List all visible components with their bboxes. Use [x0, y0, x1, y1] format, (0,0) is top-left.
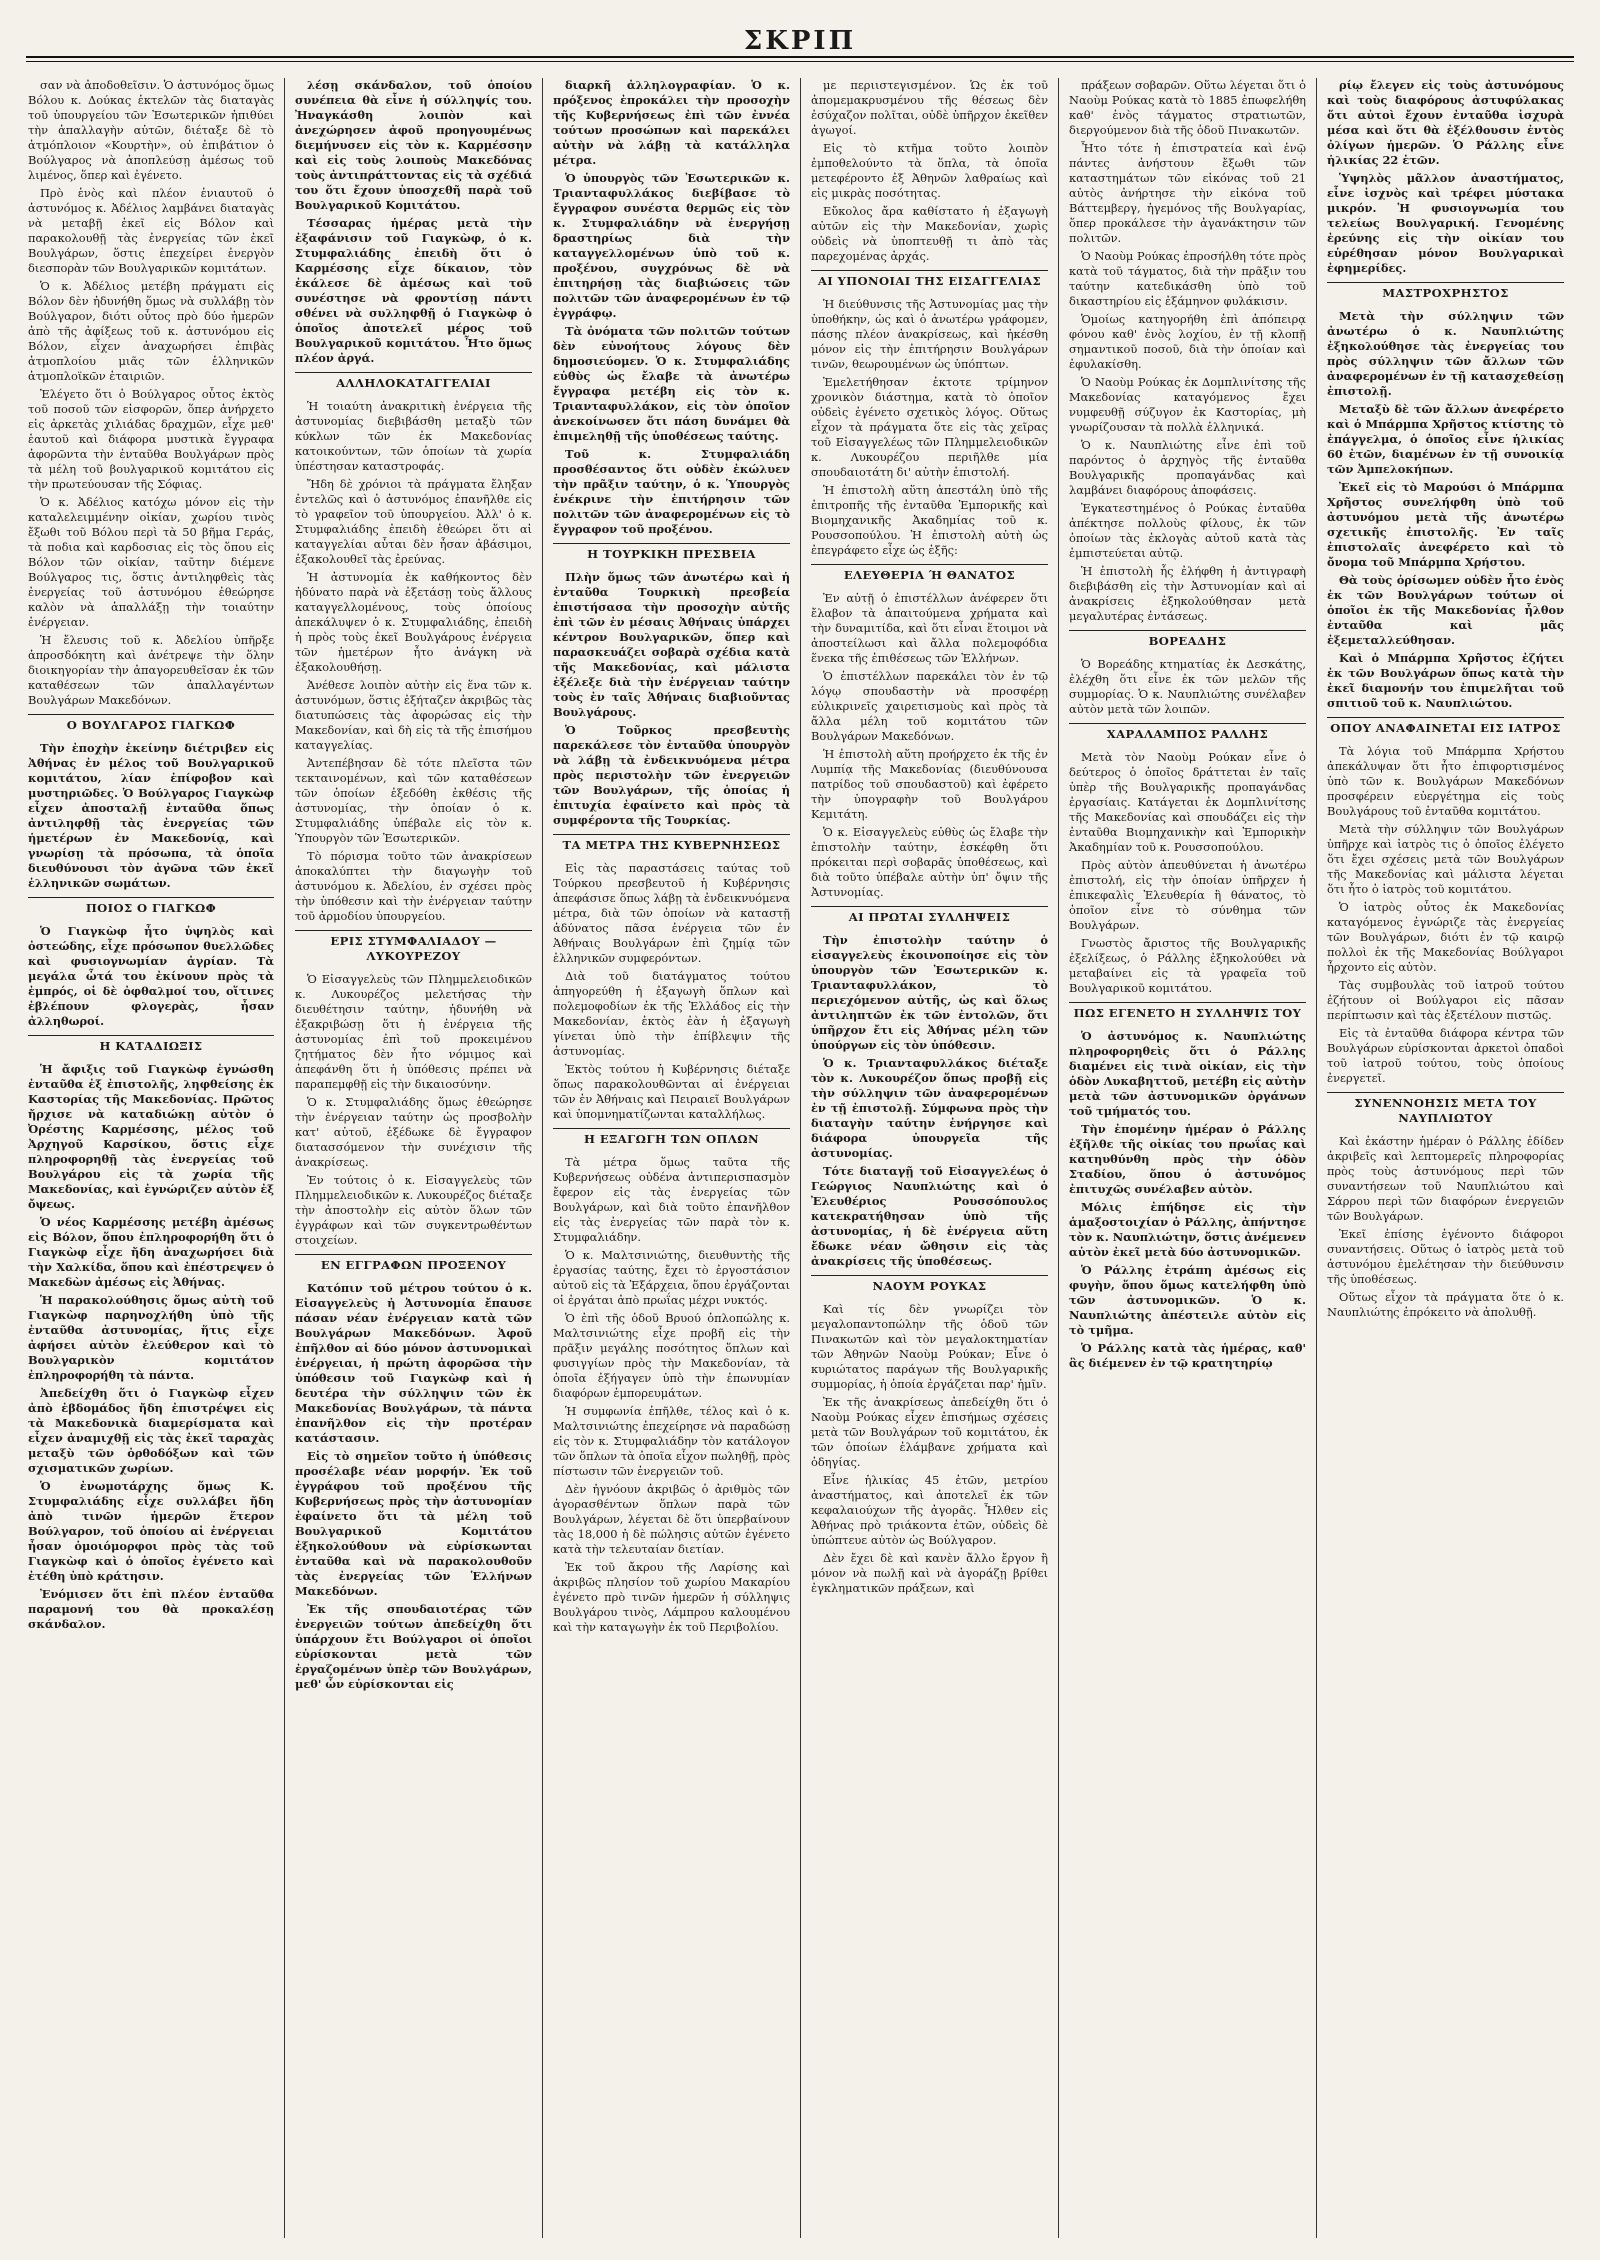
paragraph: Κατόπιν τοῦ μέτρου τούτου ὁ κ. Εἰσαγγελεὺς ἡ Ἀστυνομία ἔπαυσε πάσαν νέαν ἐνέργειαν κατὰ τῶν Βουλγάρων Μακεδόνων. Ἀφοῦ ἐπῆλθον αἱ δύο μόνον ἀστυνομικαὶ ἐνέργειαι, ἡ πρώτη ἀφορῶσα τὴν ὑπόθεσιν τοῦ Γιαγκὼφ καὶ ἡ δευτέρα τὴν σύλληψιν τῶν ἐκ Μακεδονίας Βουλγάρων, τὰ πάντα ἐπανῆλθον εἰς τὴν προτέραν κατάστασιν.: [295, 1281, 532, 1445]
paragraph: Τὰς συμβουλὰς τοῦ ἰατροῦ τούτου ἐζήτουν οἱ Βούλγαροι εἰς πᾶσαν περίπτωσιν καὶ τὰς ἐξετέλουν πιστῶς.: [1327, 978, 1564, 1022]
paragraph: λέσῃ σκάνδαλον, τοῦ ὁποίου συνέπεια θὰ εἶνε ἡ σύλληψίς του. Ἠναγκάσθη λοιπὸν καὶ ἀνεχώρησεν ἀφοῦ προηγουμένως διεμήνυσεν εἰς τὸν κ. Καρμέσσην καὶ εἰς τοὺς λοιποὺς Μακεδόνας τοὺς ἀντιπράττοντας εἰς τὰ σχέδιά του ὅτι ἔχουν ὑποσχεθῆ παρὰ τοῦ Βουλγαρικοῦ Κομιτάτου.: [295, 78, 532, 212]
paragraph: Ἐμελετήθησαν ἐκτοτε τρίμηνον χρονικὸν διάστημα, κατὰ τὸ ὁποῖον οὐδεὶς ἐγένετο σχετικὸς λόγος. Οὕτως εἶχον τὰ πράγματα ὅτε εἰς τὰς χεῖρας τοῦ Εἰσαγγελέως τῶν Πλημμελειοδικῶν κ. Λυκουρέζου περιῆλθε μία σπουδαιοτάτη δι' αὐτὴν ἐπιστολή.: [811, 375, 1048, 479]
column-3: [542, 78, 800, 2238]
paragraph: Πλὴν ὅμως τῶν ἀνωτέρω καὶ ἡ ἐνταῦθα Τουρκικὴ πρεσβεία ἐπιστήσασα τὴν προσοχὴν αὐτῆς ἐπὶ τῶν ἐν μέσαις Ἀθήναις ὑπάρχει κέντρον Βουλγαρικῶν, ὅπερ καὶ παρασκευάζει σοβαρὰ σχέδια κατὰ τῆς Μακεδονίας, καὶ μάλιστα ἐξέλεξε διὰ τὴν ἐνέργειαν ταύτην τοὺς ἐν ταῖς Ἀθήναις διαβιοῦντας Βουλγάρους.: [553, 570, 790, 719]
paragraph: με περιιστεγισμένον. Ὡς ἐκ τοῦ ἀπομεμακρυσμένου τῆς θέσεως δὲν ἐσύχαζον πολῖται, οὐδὲ ὑπῆρχον ἐκεῖθεν ἀγωγοί.: [811, 78, 1048, 137]
section-heading: ΒΟΡΕΑΔΗΣ: [1069, 630, 1306, 652]
paragraph: Ἐλέγετο ὅτι ὁ Βούλγαρος οὗτος ἐκτὸς τοῦ ποσοῦ τῶν εἰσφορῶν, ὅπερ ἀνήρχετο εἰς ἀρκετὰς χιλιάδας δραχμῶν, εἶχε μεθ' ἑαυτοῦ καὶ διάφορα μυστικὰ ἔγγραφα ἀφορῶντα τὴν ἐνταῦθα Βουλγάρων πρὸς τὰ μέλη τοῦ βουλγαρικοῦ κομιτάτου εἰς τὴν πρωτεύουσαν τῆς Σόφιας.: [28, 387, 274, 491]
section-heading: ΑΛΛΗΛΟΚΑΤΑΓΓΕΛΙΑΙ: [295, 372, 532, 394]
paragraph: Ἡ παρακολούθησις ὅμως αὐτὴ τοῦ Γιαγκὼφ παρηνοχλήθη ὑπὸ τῆς ἐνταῦθα ἀστυνομίας, ἥτις εἶχε ἀφήσει αὐτὸν ἐλεύθερον καὶ τὸ Βουλγαρικὸν κομιτάτον ἐπληροφορήθη τὰ πάντα.: [28, 1293, 274, 1382]
paragraph: Οὕτως εἶχον τὰ πράγματα ὅτε ὁ κ. Ναυπλιώτης ἐπρόκειτο νὰ ἀπολυθῇ.: [1327, 1290, 1564, 1319]
paragraph: Ὁ Ράλλης κατὰ τὰς ἡμέρας, καθ' ἃς διέμενεν ἐν τῷ κρατητηρίῳ: [1069, 1341, 1306, 1370]
paragraph: Τὰ ὀνόματα τῶν πολιτῶν τούτων δὲν εὐνοήτους λόγους δὲν δημοσιεύομεν. Ὁ κ. Στυμφαλιάδης εὐθὺς ὡς ἔλαβε τὰ ἀνωτέρω ἔγγραφα μετέβη εἰς τὸν κ. Τριανταφυλλάκον, εἰς τὸν ὁποῖον ἀνεκοίνωσεν ὅτι πάση δυνάμει θὰ ἐπιμεληθῇ τῆς ὑποθέσεως ταύτης.: [553, 324, 790, 443]
paragraph: Τὸ πόρισμα τοῦτο τῶν ἀνακρίσεων ἀποκαλύπτει τὴν διαγωγὴν τοῦ ἀστυνόμου κ. Ἀδελίου, ἐν σχέσει πρὸς τὴν ὑπόθεσιν καὶ τὴν ἐνέργειαν ταύτην τοῦ ἀρμοδίου ὑπουργείου.: [295, 849, 532, 923]
masthead: [26, 26, 1574, 58]
section-heading: ΜΑΣΤΡΟΧΡΗΣΤΟΣ: [1327, 282, 1564, 304]
paragraph: Ὁ κ. Τριανταφυλλάκος διέταξε τὸν κ. Λυκουρέζον ὅπως προβῇ εἰς τὴν σύλληψιν τῶν ἀναφερομένων ἐν τῇ ἐπιστολῇ. Σύμφωνα πρὸς τὴν διαταγὴν ταύτην ἐνήργησε καὶ διάφορα ὑπουργεῖα τῆς ἀστυνομίας.: [811, 1056, 1048, 1160]
paragraph: Μεταξὺ δὲ τῶν ἄλλων ἀνεφέρετο καὶ ὁ Μπάρμπα Χρῆστος κτίστης τὸ ἐπάγγελμα, ὁ ὁποῖος εἶνε ἡλικίας 60 ἐτῶν, διαμένων ἐν τῇ συνοικίᾳ τῶν Ἀμπελοκήπων.: [1327, 402, 1564, 476]
paragraph: Ἀνέθεσε λοιπὸν αὐτὴν εἰς ἕνα τῶν κ. ἀστυνόμων, ὅστις ἐξήταζεν ἀκριβῶς τὰς διατυπώσεις τὰς ἀφορώσας εἰς τὴν Μακεδονίαν, καὶ δὴ εἰς τὰ τῆς ἐπισήμου καταγγελίας.: [295, 678, 532, 752]
paragraph: Ὁ Εἰσαγγελεὺς τῶν Πλημμελειοδικῶν κ. Λυκουρέζος μελετήσας τὴν διευθέτησιν ταύτην, ἠδυνήθη νὰ ἐξακριβώσῃ ὅτι ἡ ἐνέργεια τῆς ἀστυνομίας ἐπὶ τοῦ προκειμένου ζητήματος δὲν ἦτο νόμιμος καὶ ἀπεφάνθη ὅτι ἡ ὑπόθεσις πρέπει νὰ παραπεμφθῇ εἰς τὴν δικαιοσύνην.: [295, 972, 532, 1091]
paragraph: πράξεων σοβαρῶν. Οὕτω λέγεται ὅτι ὁ Ναοὺμ Ρούκας κατὰ τὸ 1885 ἐπωφελήθη καθ' ἑνὸς τάγματος στρατιωτῶν, διεργούμενον διὰ τῆς ὁδοῦ Πινακωτῶν.: [1069, 78, 1306, 137]
paragraph: Ἐκεῖ ἐπίσης ἐγένοντο διάφοροι συναντήσεις. Οὕτως ὁ ἰατρὸς μετὰ τοῦ ἀστυνόμου ἐμελέτησαν τὴν διεύθυνσιν τῆς ὑποθέσεως.: [1327, 1227, 1564, 1286]
paragraph: σαν νὰ ἀποδοθεῖσιν. Ὁ ἀστυνόμος ὅμως Βόλου κ. Δούκας ἐκτελῶν τὰς διαταγὰς τοῦ ὑπουργείου τῶν Ἐσωτερικῶν ἠπιθύει τὴν ἀπαλλαγὴν αὐτῶν, διέταξε δὲ τὸ ἀτμόπλοιον «Κουρτὴν», οὐ ἐπιβάτιον ὁ Βούλγαρος νὰ ἀποπλεύσῃ ἀμέσως τοῦ λιμένος, ὅπερ καὶ ἐγένετο.: [28, 78, 274, 182]
paragraph: Μετὰ τὸν Ναοὺμ Ρούκαν εἶνε ὁ δεύτερος ὁ ὁποῖος δράττεται ἐν ταῖς ὑπὲρ τῆς Βουλγαρικῆς προπαγάνδας ἐργασίαις. Κατάγεται ἐκ Δομπλινίτσης τῆς Μακεδονίας καὶ σπουδάζει εἰς τὴν ἐνταῦθα Βιομηχανικὴν καὶ Ἐμπορικὴν Ἀκαδημίαν τοῦ κ. Ρουσσοπούλου.: [1069, 750, 1306, 854]
paragraph: Ὁ νέος Καρμέσσης μετέβη ἀμέσως εἰς Βόλον, ὅπου ἐπληροφορήθη ὅτι ὁ Γιαγκὼφ εἶχε ἤδη ἀναχωρήσει διὰ τὴν Χαλκίδα, ὅπου καὶ ἐπέστρεψεν ὁ Μακεδὼν ἀμέσως εἰς Ἀθήνας.: [28, 1215, 274, 1289]
paragraph: Ὁμοίως κατηγορήθη ἐπὶ ἀπόπειρᾳ φόνου καθ' ἑνὸς λοχίου, ἐν τῇ κλοπῇ σημαντικοῦ ποσοῦ, διὰ τὴν ὁποίαν καὶ ἐφυλακίσθη.: [1069, 312, 1306, 371]
paragraph: Ὁ Ναοὺμ Ρούκας ἐκ Δομπλινίτσης τῆς Μακεδονίας καταγόμενος ἔχει νυμφευθῇ σύζυγον ἐκ Καστορίας, μὴ γνωρίζουσαν τὰ πολλὰ ἑλληνικά.: [1069, 375, 1306, 434]
paragraph: Ἡ διεύθυνσις τῆς Ἀστυνομίας μας τὴν ὑποθήκην, ὡς καὶ ὁ ἀνωτέρω γράφομεν, πάσης πλέον ἀνακρίσεως, καὶ ἠκέσθη μόνον εἰς τὴν ἐπιτήρησιν Βουλγάρων τινῶν, θεωρουμένων ὡς ὑπόπτων.: [811, 297, 1048, 371]
paragraph: Τέσσαρας ἡμέρας μετὰ τὴν ἐξαφάνισιν τοῦ Γιαγκὼφ, ὁ κ. Στυμφαλιάδης ἐπειδὴ ὅτι ὁ Καρμέσσης εἶχε δίκαιον, τὸν ἐκάλεσε δὲ ἀμέσως καὶ τοῦ συνέστησε νὰ φροντίσῃ πάντι σθένει νὰ συλληφθῇ ὁ Γιαγκὼφ ὁ ὁποῖος ἀποτελεῖ μέρος τοῦ Βουλγαρικοῦ κομιτάτου. Ἦτο ὅμως πλέον ἀργά.: [295, 216, 532, 365]
paragraph: Ἀντεπέβησαν δὲ τότε πλεῖστα τῶν τεκταινομένων, καὶ τῶν καταθέσεων τῶν ὁποίων ἐξεδόθη ἐκθέσις τῆς ἀστυνομίας, τὴν ὁποίαν ὁ κ. Στυμφαλιάδης ὑπέβαλε εἰς τὸν κ. Ὑπουργὸν τῶν Ἐσωτερικῶν.: [295, 756, 532, 845]
section-heading: ΑΙ ΥΠΟΝΟΙΑΙ ΤΗΣ ΕΙΣΑΓΓΕΛΙΑΣ: [811, 270, 1048, 292]
section-heading: ΠΟΙΟΣ Ο ΓΙΑΓΚΩΦ: [28, 897, 274, 919]
paragraph: Τὴν ἐπιστολὴν ταύτην ὁ εἰσαγγελεὺς ἐκοινοποίησε εἰς τὸν ὑπουργὸν τῶν Ἐσωτερικῶν κ. Τριανταφυλλάκον, τὸ περιεχόμενον αὐτῆς, ὡς καὶ ὅλως ἀντιληπτῶν ἐκ τῶν ἐντολῶν, ὅτι ὑπῆρχον ἔτι εἰς Ἀθήνας μέλη τῶν ὑπούργων εἰς τὸν ὑπόθεσιν.: [811, 933, 1048, 1052]
paragraph: Τὰ λόγια τοῦ Μπάρμπα Χρήστου ἀπεκάλυψαν ὅτι ἦτο ἐπιφορτισμένος ὑπὸ τῶν κ. Βουλγάρων Μακεδόνων προσφέρειν εὐεργέτημα εἰς τοὺς Βουλγάρους τοῦ ἐνταῦθα κομιτάτου.: [1327, 744, 1564, 818]
section-heading: ΠΩΣ ΕΓΕΝΕΤΟ Η ΣΥΛΛΗΨΙΣ ΤΟΥ: [1069, 1002, 1306, 1024]
paragraph: ρίῳ ἔλεγεν εἰς τοὺς ἀστυνόμους καὶ τοὺς διαφόρους ἀστυφύλακας ὅτι αὐτοὶ ἔχουν ἐνταῦθα ἰσχυρὰ μέσα καὶ ὅτι θὰ ἐξέλθουσιν ἐντὸς ὀλίγων ἡμερῶν. Ὁ Ράλλης εἶνε ἡλικίας 22 ἐτῶν.: [1327, 78, 1564, 167]
paragraph: Ὁ ἐνωμοτάρχης ὅμως Κ. Στυμφαλιάδης εἶχε συλλάβει ἤδη ἀπὸ τινῶν ἡμερῶν ἕτερον Βούλγαρον, τοῦ ὁποίου αἱ ἐνέργειαι ἦσαν ὁμοιόμορφοι πρὸς τὰς τοῦ Γιαγκὼφ καὶ ὁ ὁποῖος ἐγένετο καὶ ἐτέθη ὑπὸ κράτησιν.: [28, 1479, 274, 1583]
paragraph: Ἡ ἐπιστολὴ αὕτη ἀπεστάλη ὑπὸ τῆς ἐπιτροπῆς τῆς ἐνταῦθα Ἐμπορικῆς καὶ Βιομηχανικῆς Ἀκαδημίας τοῦ κ. Ρουσσοπούλου. Ἡ ἐπιστολὴ αὐτὴ ὡς ἐπεγράφετο εἶχε ὡς ἑξῆς:: [811, 483, 1048, 557]
paragraph: Εὔκολος ἄρα καθίστατο ἡ ἐξαγωγὴ αὐτῶν εἰς τὴν Μακεδονίαν, χωρὶς οὐδεὶς νὰ ὑποπτευθῇ τι ἀπὸ τὰς παρεχομένας ἀρχάς.: [811, 204, 1048, 263]
paragraph: Καὶ ἐκάστην ἡμέραν ὁ Ράλλης ἐδίδεν ἀκριβεῖς καὶ λεπτομερεῖς πληροφορίας πρὸς τοὺς ἀστυνόμους περὶ τῶν συναντήσεων τοῦ Ναυπλιώτου καὶ Σάρρου περὶ τῶν διαφόρων ἐνεργειῶν τῶν Βουλγάρων.: [1327, 1134, 1564, 1223]
paragraph: Ὁ κ. Ἀδέλιος μετέβη πράγματι εἰς Βόλον δὲν ἠδυνήθη ὅμως νὰ συλλάβῃ τὸν Βούλγαρον, διότι οὗτος πρὸ δύο ἡμερῶν ἀπὸ τῆς ἀφίξεως τοῦ κ. ἀστυνόμου εἰς Βόλον, εἶχεν ἀναχωρήσει ἐπιβὰς ἀτμοπλοίου μιᾶς τῶν ἑλληνικῶν ἀτμοπλοϊκῶν ἑταιριῶν.: [28, 279, 274, 383]
paragraph: Ὁ Ναοὺμ Ρούκας ἐπροσήλθη τότε πρὸς κατὰ τοῦ τάγματος, διὰ τὴν πρᾶξιν του ταύτην κατεδικάσθη ὑπὸ τοῦ δικαστηρίου εἰς ἐξάμηνον φυλάκισιν.: [1069, 249, 1306, 308]
paragraph: Ἦτο τότε ἡ ἐπιστρατεία καὶ ἐνῷ πάντες ἀνήστουν ἔξωθι τῶν καταστημάτων τῶν εἰκόνας τοῦ 21 αὐτὸς ἀνήρτησε τὴν εἰκόνα τοῦ Βάττεμβεργ, ἡγεμόνος τῆς Βουλγαρίας, ὅπερ προκάλεσε τὴν ἀγανάκτησιν τῶν πολιτῶν.: [1069, 141, 1306, 245]
column-5: [1058, 78, 1316, 2238]
paragraph: Ἐκ τοῦ ἄκρου τῆς Λαρίσης καὶ ἀκριβῶς πλησίον τοῦ χωρίου Μακαρίου ἐγένετο πρὸ τινῶν ἡμερῶν ἡ σύλληψις Βουλγάρου τινὸς, Λάμπρου καλουμένου καὶ τὴν καταγωγὴν ἐκ τοῦ Περιβολίου.: [553, 1560, 790, 1634]
section-heading: ΝΑΟΥΜ ΡΟΥΚΑΣ: [811, 1275, 1048, 1297]
paragraph: Ἡ ἐπιστολὴ ἧς ἐλήφθη ἡ ἀντιγραφὴ διεβιβάσθη εἰς τὴν Ἀστυνομίαν καὶ αἱ ἀνακρίσεις ἐξηκολούθησαν μετὰ μεγαλυτέρας ἐντάσεως.: [1069, 564, 1306, 623]
paragraph: Ἡ τοιαύτη ἀνακριτικὴ ἐνέργεια τῆς ἀστυνομίας διεβιβάσθη μεταξὺ τῶν κύκλων τῶν ἐκ Μακεδονίας κατοικούντων, τῶν ὁποίων τὰ χωρία ὑπέστησαν καταστροφάς.: [295, 399, 532, 473]
section-heading: ΕΛΕΥΘΕΡΙΑ Ή ΘΑΝΑΤΟΣ: [811, 564, 1048, 586]
section-heading: Η ΚΑΤΑΔΙΩΞΙΣ: [28, 1035, 274, 1057]
paragraph: Ὁ κ. Στυμφαλιάδης ὅμως ἐθεώρησε τὴν ἐνέργειαν ταύτην ὡς προσβολὴν κατ' αὐτοῦ, ἐξέδωκε δὲ ἔγγραφον διατασσόμενον τὴν συνέχισιν τῆς ἀνακρίσεως.: [295, 1095, 532, 1169]
column-6: [1316, 78, 1574, 2238]
paragraph: Ἡ ἀστυνομία ἐκ καθήκοντος δὲν ἠδύνατο παρὰ νὰ ἐξετάσῃ τοὺς ἄλλους καταγγελλομένους, τοὺς ὁποίους ἀπεκάλυψεν ὁ κ. Στυμφαλιάδης, ἐπειδὴ ἡ πρὸς τοὺς ἐκεῖ Βουλγάρους ἐνέργεια τῶν ἡμετέρων ἦτο ἀνάγκη νὰ ἐξακολουθήσῃ.: [295, 570, 532, 674]
masthead-rule: [26, 61, 1574, 62]
paragraph: Εἶνε ἡλικίας 45 ἐτῶν, μετρίου ἀναστήματος, καὶ ἀποτελεῖ ἐκ τῶν κεφαλαιούχων τῆς ἀγορᾶς. Ἦλθεν εἰς Ἀθήνας πρὸ τριάκοντα ἐτῶν, οὐδεὶς δὲ ὑπώπτευε αὐτὸν ὡς Βούλγαρον.: [811, 1473, 1048, 1547]
paragraph: Καὶ τίς δὲν γνωρίζει τὸν μεγαλοπαντοπώλην τῆς ὁδοῦ τῶν Πινακωτῶν καὶ τὸν μεγαλοκτηματίαν τῶν Ἀθηνῶν Ναοὺμ Ρούκαν; Εἶνε ὁ κυριώτατος παράγων τῆς Βουλγαρικῆς συμμορίας, ἡ ὁποία ἐργάζεται παρ' ἡμῖν.: [811, 1302, 1048, 1391]
paragraph: Ἡ συμφωνία ἐπῆλθε, τέλος καὶ ὁ κ. Μαλτσινιώτης ἐπεχείρησε νὰ παραδώσῃ εἰς τὸν κ. Στυμφαλιάδην τὸν κατάλογον τῶν ὅπλων τὰ ὁποῖα εἶχον πωληθῇ, πρὸς πίστωσιν τῶν ἐνεργειῶν τοῦ.: [553, 1404, 790, 1478]
paragraph: Τὴν ἐποχὴν ἐκείνην διέτριβεν εἰς Ἀθήνας ἐν μέλος τοῦ Βουλγαρικοῦ κομιτάτου, λίαν ἐπίφοβον καὶ μυστηριῶδες. Ὁ Βούλγαρος Γιαγκὼφ εἶχεν ἀποσταλῇ ἐνταῦθα ὅπως ἀντιληφθῇ τὰς ἐνεργείας τῶν ἡμετέρων ἐν Μακεδονίᾳ, καὶ γνωρίσῃ τὰ πρόσωπα, τὰ ὁποῖα διευθύνουσι τὸν ἀγῶνα τῶν ἐκεῖ ἑλληνικῶν σωμάτων.: [28, 741, 274, 890]
section-heading: ΧΑΡΑΛΑΜΠΟΣ ΡΑΛΛΗΣ: [1069, 723, 1306, 745]
paragraph: Εἰς τὸ κτῆμα τοῦτο λοιπὸν ἐμποθελούντο τὰ ὅπλα, τὰ ὁποῖα μετεφέροντο ἐξ Ἀθηνῶν λαθραίως καὶ εἰς μικρὰς ποσότητας.: [811, 141, 1048, 200]
paragraph: Ἡ ἔλευσις τοῦ κ. Ἀδελίου ὑπῆρξε ἀπροσδόκητη καὶ ἀνέτρεψε τὴν ὅλην διοικηγορίαν τὴν ἀπαγορευθεῖσαν ἐκ τῶν καταθέσεων τῶν ἀπαλλαγέντων Βουλγάρων Μακεδόνων.: [28, 633, 274, 707]
paragraph: Ὁ ὑπουργὸς τῶν Ἐσωτερικῶν κ. Τριανταφυλλάκος διεβίβασε τὸ ἔγγραφον συνέστα θερμῶς εἰς τὸν κ. Στυμφαλιάδην νὰ ἐνεργήσῃ δραστηρίως διὰ τὴν καταγγελλομένων ὑπὸ τοῦ κ. προξένου, συγχρόνως δὲ νὰ ἐπιτηρήσῃ τὰς διαβιώσεις τῶν πολιτῶν τῶν ἀναφερομένων ἐν τῷ ἐγγράφῳ.: [553, 171, 790, 320]
paragraph: Δὲν ἔχει δὲ καὶ κανὲν ἄλλο ἔργον ἢ μόνον νὰ πωλῇ καὶ νὰ ἀγοράζῃ βρίθει ἐγκληματικῶν πράξεων, καὶ: [811, 1551, 1048, 1595]
paragraph: Τοῦ κ. Στυμφαλιάδη προσθέσαντος ὅτι οὐδὲν ἐκώλυεν τὴν πρᾶξιν ταύτην, ὁ κ. Ὑπουργὸς ἐνέκρινε τὴν ἐπιτήρησιν τῶν πολιτῶν τῶν ἀναφερομένων εἰς τὸ ἔγγραφον τοῦ προξένου.: [553, 447, 790, 536]
column-4: [800, 78, 1058, 2238]
paragraph: Ἡ ἐπιστολὴ αὕτη προήρχετο ἐκ τῆς ἐν Λυμπίᾳ τῆς Μακεδονίας (διευθύνουσα πατρίδος τοῦ σπουδαστοῦ) καὶ ἐφέρετο τὴν ὑπογραφὴν τοῦ Βουλγάρου Κεμιτάτη.: [811, 747, 1048, 821]
paragraph: Μετὰ τὴν σύλληψιν τῶν Βουλγάρων ὑπῆρχε καὶ ἰατρὸς τις ὁ ὁποῖος ἐλέγετο ὅτι ἔχει σχέσεις μετὰ τῶν Βουλγάρων τῆς Μακεδονίας καὶ μάλιστα λέγεται ὅτι ἦτο ὁ ἰατρὸς τοῦ κομιτάτου.: [1327, 822, 1564, 896]
paragraph: Ὁ Ράλλης ἐτράπη ἀμέσως εἰς φυγὴν, ὅπου ὅμως κατελήφθη ὑπὸ τῶν ἀστυνομικῶν. Ὁ κ. Ναυπλιώτης ἀπέστειλε αὐτὸν εἰς τὸ τμῆμα.: [1069, 1263, 1306, 1337]
paragraph: Διὰ τοῦ διατάγματος τούτου ἀπηγορεύθη ἡ ἐξαγωγὴ ὅπλων καὶ πολεμοφοδίων ἐκ τῆς Ἑλλάδος εἰς τὴν Μακεδονίαν, ἐκτὸς ἐὰν ἡ ἐξαγωγὴ γίνεται ὑπὸ τὴν ἐπίβλεψιν τῆς ἀστυνομίας.: [553, 969, 790, 1058]
section-heading: ΕΝ ΕΓΓΡΑΦΩΝ ΠΡΟΞΕΝΟΥ: [295, 1254, 532, 1276]
column-1: [26, 78, 284, 2238]
paragraph: Ἐκτὸς τούτου ἡ Κυβέρνησις διέταξε ὅπως παρακολουθῶνται αἱ ἐνέργειαι τῶν ἐν Ἀθήναις καὶ Πειραιεῖ Βουλγάρων καὶ ὑπομνηματίζωνται καταλλήλως.: [553, 1062, 790, 1121]
paragraph: Μετὰ τὴν σύλληψιν τῶν ἀνωτέρω ὁ κ. Ναυπλιώτης ἐξηκολούθησε τὰς ἐνεργείας του πρὸς σύλληψιν τῶν ἄλλων τῶν ἀναφερομένων ἐν τῇ κατασχεθείσῃ ἐπιστολῇ.: [1327, 309, 1564, 398]
paragraph: Ἐκ τῆς σπουδαιοτέρας τῶν ἐνεργειῶν τούτων ἀπεδείχθη ὅτι ὑπάρχουν ἔτι Βούλγαροι οἱ ὁποῖοι εὑρίσκονται μετὰ τῶν ἐργαζομένων ὑπὲρ τῶν Βουλγάρων, μεθ' ὧν εὑρίσκονται εἰς: [295, 1602, 532, 1691]
paragraph: Ἐκ τῆς ἀνακρίσεως ἀπεδείχθη ὅτι ὁ Ναοὺμ Ρούκας εἶχεν ἐπισήμως σχέσεις μετὰ τῶν Βουλγάρων τοῦ κομιτάτου, ἐκ τῶν ὁποίων ἐλάμβανε χρήματα καὶ ὁδηγίας.: [811, 1395, 1048, 1469]
column-2: [284, 78, 542, 2238]
paragraph: Εἰς τὰς παραστάσεις ταύτας τοῦ Τούρκου πρεσβευτοῦ ἡ Κυβέρνησις ἀπεφάσισε ὅπως λάβῃ τὰ ἐνδεικνυόμενα μέτρα, διὰ τῶν ὁποίων νὰ καταστῇ ἀδύνατος πᾶσα ἐνέργεια τῶν ἐν Ἀθήναις Βουλγάρων ἐπὶ ζημίᾳ τῶν ἑλληνικῶν συμφερόντων.: [553, 861, 790, 965]
article-columns: [26, 78, 1574, 2238]
paragraph: Ὁ Τοῦρκος πρεσβευτὴς παρεκάλεσε τὸν ἐνταῦθα ὑπουργὸν νὰ λάβῃ τὰ ἐνδεικνυόμενα μέτρα πρὸς περιστολὴν τῶν ἐνεργειῶν τῶν Βουλγάρων, τῆς ὁποίας ἡ ἐπιτυχία ἐφαίνετο καὶ πρὸς τὰ συμφέροντα τῆς Τουρκίας.: [553, 723, 790, 827]
section-heading: ΟΠΟΥ ΑΝΑΦΑΙΝΕΤΑΙ ΕΙΣ ΙΑΤΡΟΣ: [1327, 717, 1564, 739]
newspaper-title: ΣΚΡΙΠ: [743, 26, 857, 56]
paragraph: Εἰς τὸ σημεῖον τοῦτο ἡ ὑπόθεσις προσέλαβε νέαν μορφήν. Ἐκ τοῦ ἐγγράφου τοῦ προξένου τῆς Κυβερνήσεως πρὸς τὴν ἀστυνομίαν ἐφαίνετο ὅτι τὰ μέλη τοῦ Βουλγαρικοῦ Κομιτάτου ἐξηκολούθουν νὰ εὑρίσκωνται ἐνταῦθα καὶ νὰ παρακολουθοῦν τὰς ἐνεργείας τῶν Ἑλλήνων Μακεδόνων.: [295, 1449, 532, 1598]
paragraph: Μόλις ἐπήδησε εἰς τὴν ἁμαξοστοιχίαν ὁ Ράλλης, ἀπήντησε τὸν κ. Ναυπλιώτην, ὅστις ἀνέμενεν αὐτὸν ἐκεῖ μετὰ δύο ἀστυνομικῶν.: [1069, 1200, 1306, 1259]
paragraph: Πρὸ ἑνὸς καὶ πλέον ἐνιαυτοῦ ὁ ἀστυνόμος κ. Ἀδέλιος λαμβάνει διαταγὰς νὰ μεταβῇ ἐκεῖ εἰς Βόλον καὶ παρακολουθῇ τὰς ἐνεργείας τῶν ἐκεῖ Βουλγάρων, ὅστις ἐπεχείρει ἐνεργὸν διεσπορὰν τῶν Βουλγαρικῶν κομιτάτων.: [28, 186, 274, 275]
paragraph: Ἤδη δὲ χρόνιοι τὰ πράγματα ἔληξαν ἐντελῶς καὶ ὁ ἀστυνόμος ἐπανῆλθε εἰς τὸ γραφεῖον τοῦ ὑπουργείου. Ἀλλ' ὁ κ. Στυμφαλιάδης ἐπειδὴ ἐθεώρει ὅτι αἱ καταγγελίαι αὗται δὲν ἦσαν ἀβάσιμοι, ἐξακολουθεῖ τὰς ἐρεύνας.: [295, 477, 532, 566]
paragraph: Εἰς τὰ ἐνταῦθα διάφορα κέντρα τῶν Βουλγάρων εὑρίσκονται ἀρκετοὶ ὀπαδοὶ τοῦ ἰατροῦ τούτου, τοὺς ὁποίους ἐνεργετεῖ.: [1327, 1026, 1564, 1085]
paragraph: Γνωστὸς ἄριστος τῆς Βουλγαρικῆς ἐξελίξεως, ὁ Ράλλης ἐξηκολούθει νὰ μεταβαίνει εἰς τὰ γραφεῖα τοῦ Βουλγαρικοῦ κομιτάτου.: [1069, 936, 1306, 995]
paragraph: διαρκῆ ἀλληλογραφίαν. Ὁ κ. πρόξενος ἐπροκάλει τὴν προσοχὴν τῆς Κυβερνήσεως ἐπὶ τῶν ἐννέα τούτων προσώπων καὶ παρεκάλει αὐτὴν νὰ λάβῃ τὰ κατάλληλα μέτρα.: [553, 78, 790, 167]
paragraph: Ὁ κ. Μαλτσινιώτης, διευθυντὴς τῆς ἐργασίας ταύτης, ἔχει τὸ ἐργοστάσιον αὐτοῦ εἰς τὰ Ἐξάρχεια, ὅπου ἐργάζονται οἱ ἐργάται ἀπὸ πρωΐας μέχρι νυκτός.: [553, 1248, 790, 1307]
paragraph: Ὁ ἰατρὸς οὗτος ἐκ Μακεδονίας καταγόμενος ἐγνώριζε τὰς ἐνεργείας τῶν Βουλγάρων, διότι ἐν τῷ καιρῷ πολλοὶ ἐκ τῆς Μακεδονίας Βούλγαροι ἦρχοντο εἰς αὐτὸν.: [1327, 900, 1564, 974]
paragraph: Τὰ μέτρα ὅμως ταῦτα τῆς Κυβερνήσεως οὐδένα ἀντιπερισπασμὸν ἔφερον εἰς τὰς ἐνεργείας τῶν Βουλγάρων, καὶ διὰ τοῦτο ἐπανῆλθον εἰς τὰς ἐνεργείας τῶν παρὰ τὸν κ. Στυμφαλιάδην.: [553, 1155, 790, 1244]
paragraph: Τότε διαταγῇ τοῦ Εἰσαγγελέως ὁ Γεώργιος Ναυπλιώτης καὶ ὁ Ἐλευθέριος Ρουσσόπουλος κατεκρατήθησαν ὑπὸ τῆς ἀστυνομίας, ἡ δὲ ἐνέργεια αὕτη ἔδωκε νέαν ὤθησιν εἰς τὰς ἀνακρίσεις τῆς ὑποθέσεως.: [811, 1164, 1048, 1268]
paragraph: Ἐν τούτοις ὁ κ. Εἰσαγγελεὺς τῶν Πλημμελειοδικῶν κ. Λυκουρέζος διέταξε τὴν ἀποστολὴν εἰς αὐτὸν ὅλων τῶν ἐγγράφων καὶ τῶν συγκεντρωθέντων στοιχείων.: [295, 1173, 532, 1247]
paragraph: Ὁ κ. Ἀδέλιος κατόχω μόνον εἰς τὴν καταλελειμμένην οἰκίαν, χωρίου τινὸς ἔξωθι τοῦ Βόλου περὶ τὰ 50 βῆμα Γεράς, τὰ ποδια καὶ καρδοσιας εἰς τὸς ὅπου εἰς Βόλον τῶν οἰκίαν, ταῦτην διέμενε Βούλγαρος τις, ὅστις ἀντιληφθεὶς τὰς ἐνεργείας τοῦ ἀστυνόμου ἐθεώρησε καλὸν νὰ ἀπαλλάξῃ τὴν τοιαύτην ἐνέργειαν.: [28, 495, 274, 629]
section-heading: Η ΤΟΥΡΚΙΚΗ ΠΡΕΣΒΕΙΑ: [553, 543, 790, 565]
paragraph: Ὁ κ. Ναυπλιώτης εἶνε ἐπὶ τοῦ παρόντος ὁ ἀρχηγὸς τῆς ἐνταῦθα Βουλγαρικῆς προπαγάνδας καὶ λαμβάνει διαφόρους ἀποφάσεις.: [1069, 438, 1306, 497]
section-heading: ΑΙ ΠΡΩΤΑΙ ΣΥΛΛΗΨΕΙΣ: [811, 906, 1048, 928]
section-heading: Ο ΒΟΥΛΓΑΡΟΣ ΓΙΑΓΚΩΦ: [28, 714, 274, 736]
paragraph: Ὁ Γιαγκὼφ ἦτο ὑψηλὸς καὶ ὀστεώδης, εἶχε πρόσωπον θυελλῶδες καὶ φυσιογνωμίαν ἀγρίαν. Τὰ μεγάλα ὦτά του ἐκίνουν πρὸς τὰ ἐμπρός, οἱ δὲ ὀφθαλμοί του, οἵτινες ἐβλέπουν φλογερὰς, ἦσαν ἀλληθωροί.: [28, 924, 274, 1028]
paragraph: Ὑψηλὸς μᾶλλον ἀναστήματος, εἶνε ἰσχνὸς καὶ τρέφει μύστακα μικρόν. Ἡ φυσιογνωμία του τελείως Βουλγαρική. Γενομένης ἐρεύνης εἰς τὴν οἰκίαν του εὑρέθησαν μόνον Βουλγαρικαὶ ἐφημερίδες.: [1327, 171, 1564, 275]
paragraph: Ἐγκατεστημένος ὁ Ρούκας ἐνταῦθα ἀπέκτησε πολλοὺς φίλους, ἐκ τῶν ὁποίων τὰς ἐκλογὰς αὐτοῦ κατὰ τὰς ἐμπιστεύεται αὐτῷ.: [1069, 501, 1306, 560]
paragraph: Ὁ Βορεάδης κτηματίας ἐκ Δεσκάτης, ἐλέχθη ὅτι εἶνε ἐκ τῶν μελῶν τῆς συμμορίας. Ὁ κ. Ναυπλιώτης συνέλαβεν αὐτὸν μετὰ τῶν λοιπῶν.: [1069, 657, 1306, 716]
section-heading: Η ΕΞΑΓΩΓΗ ΤΩΝ ΟΠΛΩΝ: [553, 1128, 790, 1150]
paragraph: Ἡ ἄφιξις τοῦ Γιαγκὼφ ἐγνώσθη ἐνταῦθα ἐξ ἐπιστολῆς, ληφθείσης ἐκ Καστορίας τῆς Μακεδονίας. Πρῶτος ἤρχισε νὰ καταδιώκῃ αὐτὸν ὁ Ὀρέστης Καρμέσσης, μέλος τοῦ Ἀρχηγοῦ Καρσίκου, ὅστις εἶχε πληροφορηθῇ τὰς ἐνεργείας τοῦ Βουλγάρου εἰς τὰ χωρία τῆς Μακεδονίας, καὶ ἐγνώριζεν αὐτὸν ἐξ ὄψεως.: [28, 1062, 274, 1211]
paragraph: Ὁ ἐπὶ τῆς ὁδοῦ Βρυού ὁπλοπώλης κ. Μαλτσινιώτης εἶχε προβῆ εἰς τὴν πρᾶξιν μεγάλης ποσότητος ὅπλων καὶ φυσιγγίων πρὸς τὴν Μακεδονίαν, τὰ ὁποῖα ἐξήγαγεν ὑπὸ τὴν ἐπωνυμίαν διαφόρων ἐμπορευμάτων.: [553, 1311, 790, 1400]
paragraph: Ἀπεδείχθη ὅτι ὁ Γιαγκὼφ εἶχεν ἀπὸ ἐβδομάδος ἤδη ἐπιστρέψει εἰς τὰ Μακεδονικὰ διαμερίσματα καὶ εἶχεν ἀναμιχθῇ εἰς τὰς ἐκεῖ ταραχὰς μεταξὺ τῶν ὀρθοδόξων καὶ τῶν σχισματικῶν χωρίων.: [28, 1386, 274, 1475]
paragraph: Καὶ ὁ Μπάρμπα Χρῆστος ἐζήτει ἐκ τῶν Βουλγάρων ὅπως κατὰ τὴν ἐκεῖ διαμονήν του ἐπιμελῆται τοῦ σπιτιοῦ τοῦ κ. Ναυπλιώτου.: [1327, 651, 1564, 710]
paragraph: Ἐνόμισεν ὅτι ἐπὶ πλέον ἐνταῦθα παραμονή του θὰ προκαλέσῃ σκάνδαλον.: [28, 1587, 274, 1631]
section-heading: ΣΥΝΕΝΝΟΗΣΙΣ ΜΕΤΑ ΤΟΥ ΝΑΥΠΛΙΩΤΟΥ: [1327, 1092, 1564, 1129]
paragraph: Ἐν αὐτῇ ὁ ἐπιστέλλων ἀνέφερεν ὅτι ἔλαβον τὰ ἀπαιτούμενα χρήματα καὶ τὴν δυναμιτίδα, καὶ ὅτι εἶναι ἕτοιμοι νὰ ἀποστείλωσι καὶ ἄλλα πολεμοφόδια ἕνεκα τῆς ἐπιθέσεως τῶν Ἑλλήνων.: [811, 591, 1048, 665]
paragraph: Ὁ ἐπιστέλλων παρεκάλει τὸν ἐν τῷ λόγῳ σπουδαστὴν νὰ προσφέρῃ εὐλικρινεῖς χαιρετισμοὺς καὶ πρὸς τὰ ἄλλα μέλη τοῦ κομιτάτου τῶν Βουλγάρων Μακεδόνων.: [811, 669, 1048, 743]
paragraph: Δὲν ἠγνόουν ἀκριβῶς ὁ ἀριθμὸς τῶν ἀγορασθέντων ὅπλων παρὰ τῶν Βουλγάρων, λέγεται δὲ ὅτι ὑπερβαίνουν τὰς 18,000 ἡ δὲ πώλησις αὐτῶν ἐγένετο κατὰ τὴν τελευταίαν διετίαν.: [553, 1482, 790, 1556]
section-heading: ΤΑ ΜΕΤΡΑ ΤΗΣ ΚΥΒΕΡΝΗΣΕΩΣ: [553, 834, 790, 856]
section-heading: ΕΡΙΣ ΣΤΥΜΦΑΛΙΑΔΟΥ — ΛΥΚΟΥΡΕΖΟΥ: [295, 930, 532, 967]
paragraph: Τὴν ἐπομένην ἡμέραν ὁ Ράλλης ἐξῆλθε τῆς οἰκίας του πρωΐας καὶ κατηυθύνθη πρὸς τὴν ὁδὸν Σταδίου, ὅπου ὁ ἀστυνόμος ἐπιτυχῶς συνέλαβεν αὐτὸν.: [1069, 1122, 1306, 1196]
paragraph: Θὰ τοὺς ὁρίσωμεν οὐδὲν ἦτο ἑνὸς ἐκ τῶν Βουλγάρων τούτων οἱ ὁποῖοι ἐκ τῆς Μακεδονίας ἦλθον ἐνταῦθα καὶ μᾶς ἐξεμεταλλεύθησαν.: [1327, 573, 1564, 647]
paragraph: Ὁ κ. Εἰσαγγελεὺς εὐθὺς ὡς ἔλαβε τὴν ἐπιστολὴν ταύτην, ἐσκέφθη ὅτι πρόκειται περὶ σοβαρᾶς ὑποθέσεως, καὶ διὰ τοῦτο ὑπέβαλε αὐτὴν ὑπ' ὄψιν τῆς Ἀστυνομίας.: [811, 825, 1048, 899]
paragraph: Ὁ ἀστυνόμος κ. Ναυπλιώτης πληροφορηθεὶς ὅτι ὁ Ράλλης διαμένει εἰς τινὰ οἰκίαν, εἰς τὴν ὁδὸν Λυκαβηττοῦ, μετέβη εἰς αὐτὴν μετὰ τῶν ἀστυνομικῶν ὀργάνων τοῦ τμήματός του.: [1069, 1029, 1306, 1118]
paragraph: Ἐκεῖ εἰς τὸ Μαρούσι ὁ Μπάρμπα Χρῆστος συνελήφθη ὑπὸ τοῦ ἀστυνόμου μετὰ τῆς ἀνωτέρω σχετικῆς ἐπιστολῆς. Ἐν ταῖς ἐπιστολαῖς ἀνεφέρετο καὶ τὸ ὄνομα τοῦ Μπάρμπα Χρήστου.: [1327, 480, 1564, 569]
paragraph: Πρὸς αὐτὸν ἀπευθύνεται ἡ ἀνωτέρω ἐπιστολή, εἰς τὴν ὁποίαν ὑπῆρχεν ἡ ἐπικεφαλὶς Ἐλευθερία ἢ θάνατος, τὸ ὁποῖον εἶνε τὸ σύνθημα τῶν Βουλγάρων.: [1069, 858, 1306, 932]
